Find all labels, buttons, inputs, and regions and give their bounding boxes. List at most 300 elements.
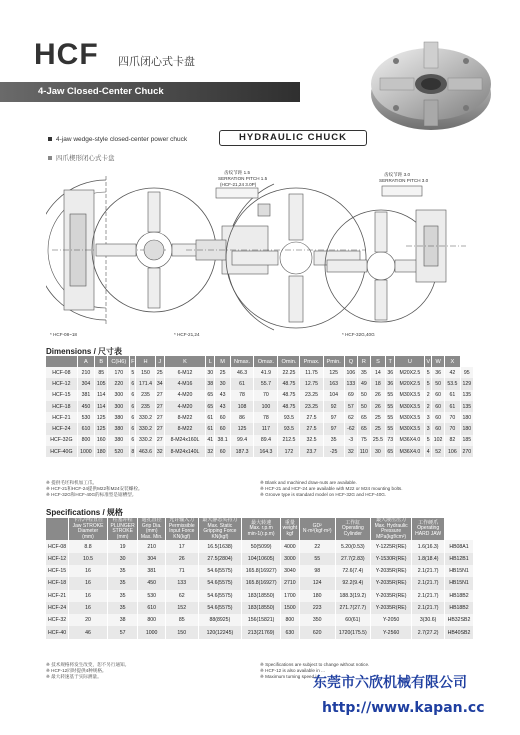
subtitle-en: 4-Jaw Closed-Center Chuck (38, 86, 164, 97)
table-cell: 300 (108, 390, 130, 401)
table-cell: 11.75 (300, 367, 323, 378)
table-cell: 20 (69, 614, 108, 626)
table-cell: 25 (155, 367, 164, 378)
note-line: ※ Blank and machined draw-nuts are available. (260, 480, 357, 485)
table-cell: 92 (323, 401, 344, 412)
model-cell: HCF-08 (46, 367, 77, 378)
specifications-col-header: 工作硬爪 Operating HARD JAW (412, 518, 445, 540)
dimensions-col-header: V (425, 356, 432, 367)
drawing-svg (46, 170, 480, 342)
dimensions-col-header: B (95, 356, 108, 367)
dimensions-col-header: L (206, 356, 215, 367)
bullet-square-icon (48, 137, 52, 141)
table-cell: 19 (107, 540, 138, 552)
table-cell: 65 (386, 446, 395, 457)
table-cell: 4-M20 (164, 390, 205, 401)
table-cell: 4 (425, 446, 432, 457)
table-cell: -3 (344, 435, 357, 446)
note-line: ※ HCF-21 and HCF-24 are available with M22 or M24 mounting bolts. (260, 485, 403, 491)
dimensions-col-header: H (136, 356, 155, 367)
note-line: ※ 提供毛坯和机加工爪。 (46, 480, 98, 485)
table-cell: Y-2050 (370, 614, 411, 626)
table-cell: 60 (215, 423, 230, 434)
table-cell: 106 (445, 446, 460, 457)
table-cell: 89.4 (254, 435, 278, 446)
table-cell: 380 (108, 412, 130, 423)
table-cell: 32 (206, 446, 215, 457)
table-cell: 2.1(21.7) (412, 577, 445, 589)
table-cell: 330.2 (136, 435, 155, 446)
table-cell: 27 (155, 435, 164, 446)
table-cell: 120(12245) (198, 626, 242, 638)
table-cell: 160 (95, 435, 108, 446)
table-cell: 210 (138, 540, 166, 552)
dimensions-col-header: J (155, 356, 164, 367)
table-cell: 110 (358, 446, 371, 457)
table-cell: 8 (130, 446, 136, 457)
table-cell: 104 (323, 390, 344, 401)
table-cell: 150 (136, 367, 155, 378)
model-cell: HCF-12 (46, 553, 69, 565)
dimensions-col-header: K (164, 356, 205, 367)
table-cell: 381 (77, 390, 94, 401)
table-cell: 124 (299, 577, 335, 589)
table-cell: 70 (445, 423, 460, 434)
table-cell: 213(21769) (242, 626, 281, 638)
table-cell: 165.8(16927) (242, 565, 281, 577)
table-row (46, 378, 474, 389)
table-cell: 55 (386, 390, 395, 401)
table-cell: 3040 (280, 565, 299, 577)
drawing-label-hcf08: * HCF-08~18 (50, 332, 77, 337)
table-cell: 65 (358, 423, 371, 434)
table-cell: 300 (108, 401, 130, 412)
drawing-label-hcf21: * HCF-21,24 (174, 332, 200, 337)
table-cell: HB08A1 (445, 540, 474, 552)
dimensions-col-header (46, 356, 77, 367)
table-cell: 463.6 (136, 446, 155, 457)
table-cell: 5 (425, 435, 432, 446)
table-cell: 62 (165, 590, 198, 602)
table-cell: 23.25 (300, 401, 323, 412)
table-cell: 85 (165, 614, 198, 626)
dimensions-notes-en (260, 480, 403, 497)
table-row (46, 446, 474, 457)
table-row (46, 367, 474, 378)
table-cell: 183(18550) (242, 590, 281, 602)
table-cell: 70 (445, 412, 460, 423)
table-cell: 102 (431, 435, 444, 446)
dimensions-col-header: Omin. (278, 356, 300, 367)
note-line: ※ Groove type is standard model on HCF-32G and HCF-40G. (260, 491, 387, 497)
feature-text-cn: 四爪楔形闭心式卡盘 (56, 155, 115, 162)
table-cell: 187.3 (230, 446, 254, 457)
dimensions-col-header: Pmin. (323, 356, 344, 367)
model-cell: HCF-32G (46, 435, 77, 446)
dimensions-col-header: Q (344, 356, 357, 367)
dimensions-col-header: S (370, 356, 385, 367)
table-cell: 27 (155, 401, 164, 412)
feature-text-en: 4-jaw wedge-style closed-center power chuck (56, 136, 188, 143)
table-cell: 8-M22 (164, 412, 205, 423)
table-cell: 93.5 (278, 412, 300, 423)
model-cell: HCF-12 (46, 378, 77, 389)
table-cell: 188.3(19.2) (335, 590, 370, 602)
table-cell: 6-M12 (164, 367, 205, 378)
table-cell: 3 (425, 423, 432, 434)
table-cell: 180 (95, 446, 108, 457)
dimensions-col-header: U (395, 356, 425, 367)
dimensions-col-header: Pmax. (300, 356, 323, 367)
table-cell: 78 (254, 412, 278, 423)
table-cell: 129 (460, 378, 473, 389)
table-cell: 17 (165, 540, 198, 552)
table-cell: 48.75 (278, 390, 300, 401)
dimensions-title: Dimensions / 尺寸表 (46, 347, 123, 356)
dimensions-col-header: F (130, 356, 136, 367)
serration2-label-en: SERRATION PITCH 3.0 (379, 178, 429, 183)
table-cell: 235 (136, 390, 155, 401)
table-row (46, 540, 474, 552)
table-cell: 16 (69, 577, 108, 589)
table-cell: 520 (108, 446, 130, 457)
table-cell: 14 (370, 367, 385, 378)
note-line: ※ HCF-12 is also available in ... (260, 667, 325, 673)
table-cell: 5 (425, 367, 432, 378)
table-cell: 70 (254, 390, 278, 401)
table-cell: 171.4 (136, 378, 155, 389)
table-cell: 65 (206, 401, 215, 412)
note-line: ※ 最大转速基于实际测量。 (46, 673, 102, 679)
table-cell: 32 (155, 446, 164, 457)
table-cell: 1000 (138, 626, 166, 638)
table-cell: HB15N1 (445, 577, 474, 589)
note-line: ※ 技术规格将发生改变，恕不另行通知。 (46, 662, 130, 667)
table-cell: 27.5 (300, 423, 323, 434)
table-cell: 78 (230, 390, 254, 401)
table-cell: 212.5 (278, 435, 300, 446)
table-cell: 35 (107, 590, 138, 602)
table-cell: 61 (206, 423, 215, 434)
table-cell: 27.7(2.83) (335, 553, 370, 565)
table-cell: 2 (425, 390, 432, 401)
table-row (46, 553, 474, 565)
table-cell: 117 (254, 423, 278, 434)
dimensions-col-header: W (431, 356, 444, 367)
table-cell: 530 (138, 590, 166, 602)
table-cell: 30 (107, 553, 138, 565)
table-cell: 10.5 (69, 553, 108, 565)
table-cell: 50 (358, 401, 371, 412)
table-cell: 43 (215, 401, 230, 412)
table-row (46, 565, 474, 577)
table-cell: 610 (138, 602, 166, 614)
table-cell: 210 (77, 367, 94, 378)
table-cell: 5 (130, 367, 136, 378)
table-cell: 22 (299, 540, 335, 552)
hydraulic-chuck-badge: HYDRAULIC CHUCK (219, 130, 367, 146)
dimensions-col-header: C(H6) (108, 356, 130, 367)
table-cell: M30X3.5 (395, 401, 425, 412)
table-cell: 86 (230, 412, 254, 423)
model-cell: HCF-21 (46, 590, 69, 602)
table-row (46, 577, 474, 589)
table-cell: 1700 (280, 590, 299, 602)
specifications-header-row (46, 518, 474, 540)
table-cell: 630 (280, 626, 299, 638)
table-cell: 60 (431, 390, 444, 401)
table-cell: 32.5 (300, 435, 323, 446)
table-cell: 26 (370, 390, 385, 401)
table-cell: 156(15821) (242, 614, 281, 626)
table-cell: 71 (165, 565, 198, 577)
table-cell: M36X4.0 (395, 435, 425, 446)
company-url[interactable]: http://www.kapan.cc (322, 700, 485, 716)
table-cell: 3 (425, 412, 432, 423)
specifications-col-header: 工作缸 Operating Cylinder (335, 518, 370, 540)
table-cell: 6 (130, 412, 136, 423)
table-cell: 2 (425, 401, 432, 412)
note-line: ※ Maximum turning speed is ... (260, 673, 324, 679)
table-cell: 55 (386, 423, 395, 434)
table-cell: 6 (130, 423, 136, 434)
chuck-product-image (366, 26, 496, 136)
table-cell: 450 (77, 401, 94, 412)
table-cell: 125 (230, 423, 254, 434)
table-cell: 23.7 (300, 446, 323, 457)
table-cell: HB40SB2 (445, 626, 474, 638)
table-cell: 8-M22 (164, 423, 205, 434)
table-cell: 34 (155, 378, 164, 389)
table-row (46, 401, 474, 412)
table-cell: 22.25 (278, 367, 300, 378)
model-cell: HCF-24 (46, 423, 77, 434)
table-cell: 38 (206, 378, 215, 389)
table-cell: 610 (77, 423, 94, 434)
model-cell: HCF-32 (46, 614, 69, 626)
table-row (46, 590, 474, 602)
specifications-col-header: 通孔直径 Grip Dia. (mm) Max. Min. (138, 518, 166, 540)
model-cell: HCF-08 (46, 540, 69, 552)
table-cell: 8-M24x140L (164, 446, 205, 457)
table-cell: 183(18550) (242, 602, 281, 614)
feature-bullet-en (48, 136, 187, 143)
table-cell: 93.5 (278, 423, 300, 434)
model-cell: HCF-24 (46, 602, 69, 614)
table-cell: Y-2035R(RE) (370, 577, 411, 589)
table-cell: 55 (299, 553, 335, 565)
note-line: ※ Specifications are subject to change without notice. (260, 662, 370, 667)
table-cell: 54.6(5575) (198, 565, 242, 577)
table-cell: 23.25 (300, 390, 323, 401)
table-cell: 52 (431, 446, 444, 457)
table-cell: 16 (69, 565, 108, 577)
table-cell: M20X2.5 (395, 378, 425, 389)
model-cell: HCF-15 (46, 390, 77, 401)
table-cell: 114 (95, 401, 108, 412)
model-cell: HCF-18 (46, 401, 77, 412)
table-cell: 54.6(5575) (198, 577, 242, 589)
table-cell: 2.1(21.7) (412, 590, 445, 602)
table-cell: 46.3 (230, 367, 254, 378)
table-cell: 27 (155, 423, 164, 434)
table-cell: 48.75 (278, 401, 300, 412)
table-cell: 5.20(0.53) (335, 540, 370, 552)
table-cell: 4000 (280, 540, 299, 552)
table-cell: 100 (254, 401, 278, 412)
specifications-col-header: 卡爪冲程直径 Jaw STROKE Diameter (mm) (69, 518, 108, 540)
table-cell: 164.3 (254, 446, 278, 457)
table-cell: 6 (130, 401, 136, 412)
table-cell: 2.7(27.2) (412, 626, 445, 638)
table-row (46, 626, 474, 638)
specifications-title: Specifications / 规格 (46, 508, 123, 517)
table-cell: 41 (206, 435, 215, 446)
table-cell: 75 (358, 435, 371, 446)
table-cell: 69 (344, 390, 357, 401)
note-line: ※ HCF-32G和HCF-40G的标准型是锯槽型。 (46, 491, 137, 497)
table-cell: Y-1530R(RE) (370, 553, 411, 565)
specifications-notes-cn (46, 662, 129, 679)
dimensions-col-header: A (77, 356, 94, 367)
table-cell: 55 (386, 401, 395, 412)
table-cell: 54.6(5575) (198, 602, 242, 614)
dimensions-notes-cn (46, 480, 143, 497)
table-cell: 304 (138, 553, 166, 565)
table-cell: 50 (358, 390, 371, 401)
table-cell: M20X2.5 (395, 367, 425, 378)
table-cell: 271.7(27.7) (335, 602, 370, 614)
table-cell: 50(5099) (242, 540, 281, 552)
table-cell: 4-M16 (164, 378, 205, 389)
serration-label-note: (HCF-21,24 3.0P) (220, 182, 257, 187)
table-row (46, 423, 474, 434)
table-cell: 135 (460, 401, 473, 412)
table-cell: 133 (165, 577, 198, 589)
table-cell: 270 (460, 446, 473, 457)
table-cell: 48.75 (278, 378, 300, 389)
table-cell: 2.1(21.7) (412, 602, 445, 614)
table-cell: 135 (460, 390, 473, 401)
table-row (46, 614, 474, 626)
table-cell: 6 (130, 390, 136, 401)
table-cell: 30 (370, 446, 385, 457)
table-cell: 8-M24x160L (164, 435, 205, 446)
serration2-label-cn: 齿纹节距 3.0 (384, 172, 411, 177)
table-cell: HB12B1 (445, 553, 474, 565)
table-cell: 27.5 (300, 412, 323, 423)
table-cell: M30X3.5 (395, 390, 425, 401)
table-cell: 26 (370, 401, 385, 412)
table-cell: 180 (460, 423, 473, 434)
model-cell: HCF-21 (46, 412, 77, 423)
table-cell: 165.8(16927) (242, 577, 281, 589)
table-cell: 60 (431, 401, 444, 412)
table-cell: 235 (136, 401, 155, 412)
table-cell: M30X3.5 (395, 412, 425, 423)
table-cell: 133 (344, 378, 357, 389)
dimensions-table (46, 356, 474, 457)
table-cell: 2.1(21.7) (412, 565, 445, 577)
table-cell: 5 (425, 378, 432, 389)
specifications-col-header: 最大静态夹持力 Max. Static Gripping Force KN(kgf) (198, 518, 242, 540)
dimensions-col-header: R (358, 356, 371, 367)
table-cell: 380 (108, 435, 130, 446)
table-cell: 620 (299, 626, 335, 638)
table-cell: 3(30.6) (412, 614, 445, 626)
table-cell: HB18B2 (445, 602, 474, 614)
table-cell: 800 (280, 614, 299, 626)
specifications-col-header: GD² N·m²(kgf·m²) (299, 518, 335, 540)
dimensions-col-header: Nmax. (230, 356, 254, 367)
table-cell: 380 (108, 423, 130, 434)
table-cell: 381 (138, 565, 166, 577)
table-cell: 97 (323, 412, 344, 423)
table-cell: 50 (431, 378, 444, 389)
table-cell: 57 (344, 401, 357, 412)
bullet-square-icon (48, 156, 52, 160)
table-cell: -25 (323, 446, 344, 457)
specifications-col-header: 最大转速 Max. r.p.m min-1(r.p.m) (242, 518, 281, 540)
table-cell: Y-2035R(RE) (370, 602, 411, 614)
table-cell: 35 (358, 367, 371, 378)
table-cell: 53.5 (445, 378, 460, 389)
table-cell: 1.6(16.3) (412, 540, 445, 552)
table-cell: 35 (107, 577, 138, 589)
table-cell: HB18B2 (445, 590, 474, 602)
model-cell: HCF-18 (46, 577, 69, 589)
specifications-table (46, 518, 474, 639)
feature-bullet-cn (48, 153, 115, 162)
dimensions-col-header: X (445, 356, 460, 367)
table-cell: Y-2560 (370, 626, 411, 638)
dimensions-col-header: M (215, 356, 230, 367)
table-cell: 800 (77, 435, 94, 446)
table-cell: 61 (206, 412, 215, 423)
dimensions-col-header: Omax. (254, 356, 278, 367)
table-cell: 114 (95, 390, 108, 401)
table-cell: 125 (95, 423, 108, 434)
table-cell: 1.8(18.4) (412, 553, 445, 565)
table-cell: 35 (107, 565, 138, 577)
table-cell: 95 (460, 367, 473, 378)
table-cell: 1000 (77, 446, 94, 457)
table-cell: 150 (165, 626, 198, 638)
model-cell: HCF-40G (46, 446, 77, 457)
serration-label-cn: 齿纹节距 1.5 (224, 170, 251, 175)
table-cell: 43 (215, 390, 230, 401)
table-row (46, 390, 474, 401)
specifications-col-header: 允许输入力 Permissible Input Force KN(kgf) (165, 518, 198, 540)
table-cell: 27 (155, 390, 164, 401)
table-cell: 27 (155, 412, 164, 423)
technical-drawing (46, 170, 480, 342)
model-cell: HCF-15 (46, 565, 69, 577)
table-cell: 223 (299, 602, 335, 614)
table-cell: 1500 (280, 602, 299, 614)
table-cell: 25 (215, 367, 230, 378)
table-cell: 3000 (280, 553, 299, 565)
table-cell: 2710 (280, 577, 299, 589)
table-cell: 61 (445, 401, 460, 412)
table-cell: 220 (108, 378, 130, 389)
table-cell: 106 (344, 367, 357, 378)
table-cell: 41.9 (254, 367, 278, 378)
table-cell: 180 (299, 590, 335, 602)
table-cell: 36 (386, 378, 395, 389)
table-cell: 92.2(9.4) (335, 577, 370, 589)
table-cell: Y-2035R(RE) (370, 565, 411, 577)
